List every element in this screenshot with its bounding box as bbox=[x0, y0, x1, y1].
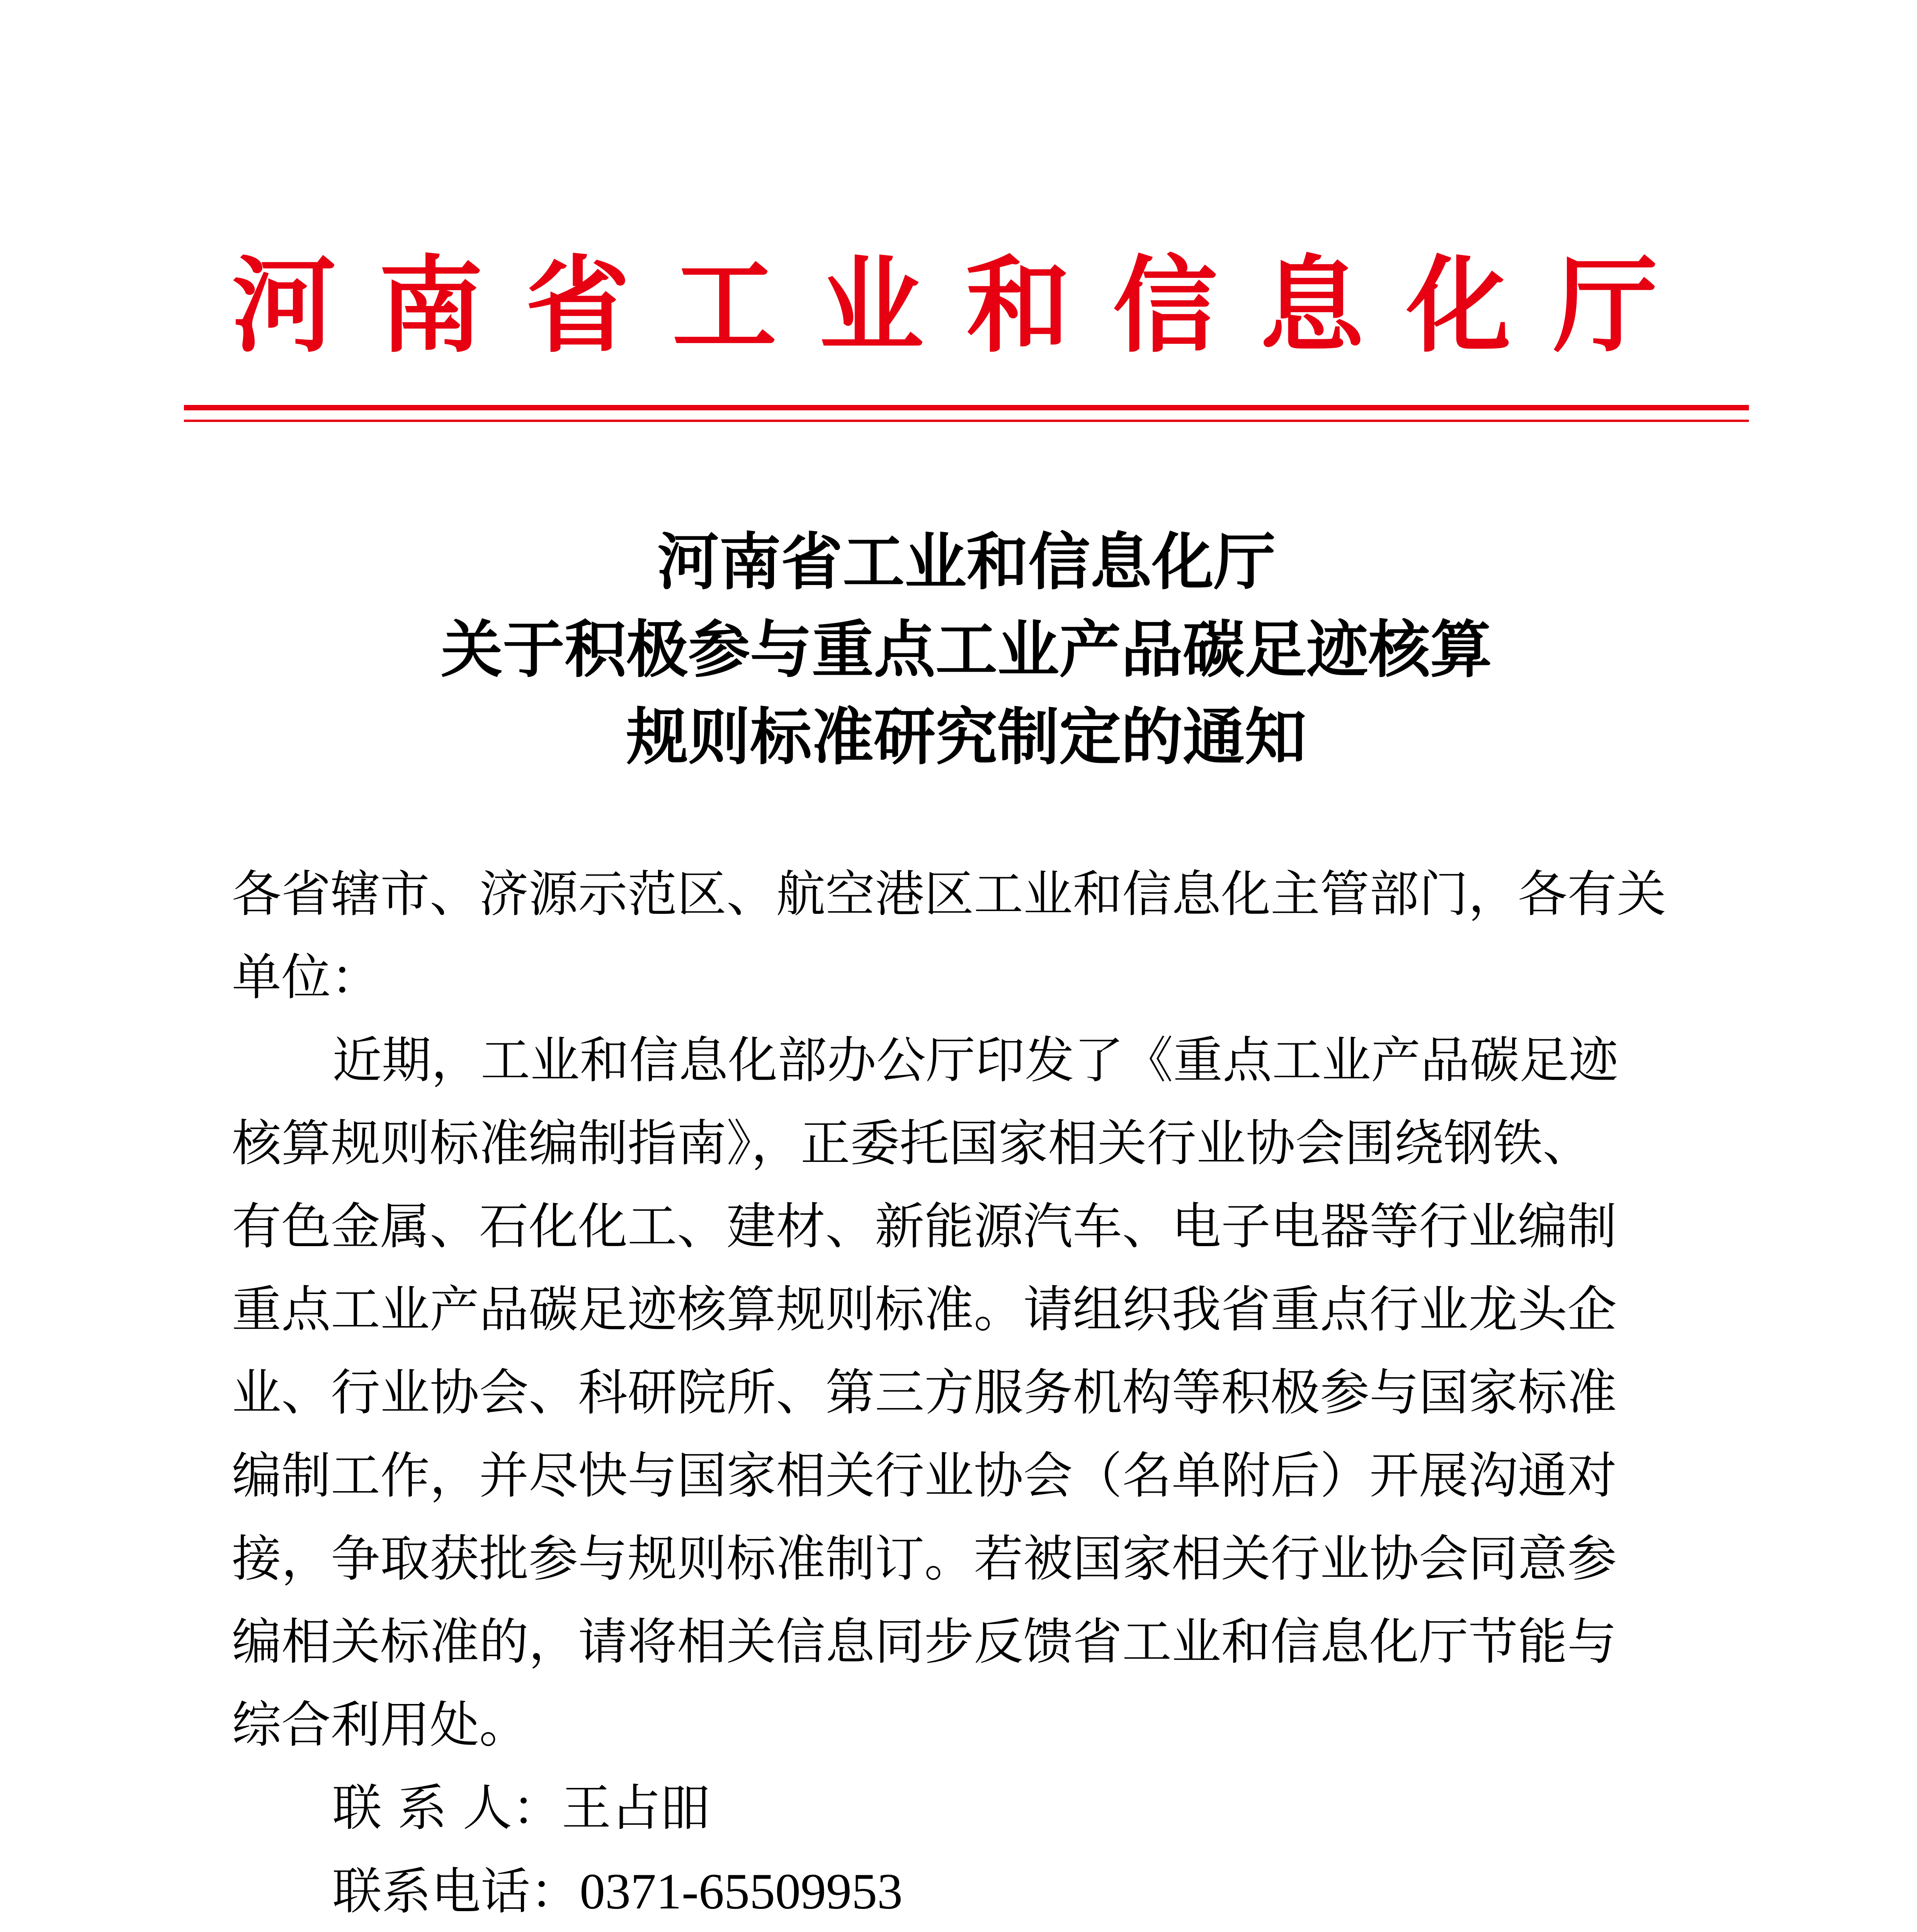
body-paragraph-line: 综合利用处。 bbox=[232, 1696, 529, 1754]
contact-phone-value: 0371-65509953 bbox=[580, 1863, 903, 1920]
contact-phone-row bbox=[332, 1861, 903, 1923]
addressee-line-1: 各省辖市、济源示范区、航空港区工业和信息化主管部门，各有关 bbox=[232, 866, 1667, 923]
body-paragraph-line: 编相关标准的，请将相关信息同步反馈省工业和信息化厅节能与 bbox=[232, 1613, 1617, 1671]
contact-name-row bbox=[332, 1777, 710, 1839]
document-title-line-1: 河南省工业和信息化厅 bbox=[657, 526, 1276, 598]
contact-name-value: 王占昍 bbox=[561, 1779, 710, 1837]
header-thick-rule bbox=[184, 405, 1749, 410]
issuing-authority-header: 河南省工业和信息化厅 bbox=[232, 244, 1700, 367]
body-paragraph-line: 有色金属、石化化工、建材、新能源汽车、电子电器等行业编制 bbox=[232, 1198, 1617, 1255]
document-title-line-3: 规则标准研究制定的通知 bbox=[626, 701, 1306, 773]
body-paragraph-line: 重点工业产品碳足迹核算规则标准。请组织我省重点行业龙头企 bbox=[232, 1281, 1617, 1338]
addressee-line-2: 单位： bbox=[232, 949, 381, 1006]
header-thin-rule bbox=[184, 420, 1749, 422]
body-paragraph-line: 核算规则标准编制指南》，正委托国家相关行业协会围绕钢铁、 bbox=[232, 1115, 1592, 1172]
body-paragraph-line: 业、行业协会、科研院所、第三方服务机构等积极参与国家标准 bbox=[232, 1364, 1617, 1422]
contact-phone-label: 联系电话： bbox=[332, 1863, 580, 1920]
document-title-line-2: 关于积极参与重点工业产品碳足迹核算 bbox=[441, 614, 1492, 686]
body-paragraph-line: 编制工作，并尽快与国家相关行业协会（名单附后）开展沟通对 bbox=[232, 1447, 1617, 1505]
body-paragraph-line: 接，争取获批参与规则标准制订。若被国家相关行业协会同意参 bbox=[232, 1530, 1617, 1588]
contact-name-label: 联 系 人： bbox=[332, 1779, 562, 1837]
body-paragraph-line: 近期，工业和信息化部办公厅印发了《重点工业产品碳足迹 bbox=[332, 1032, 1619, 1089]
